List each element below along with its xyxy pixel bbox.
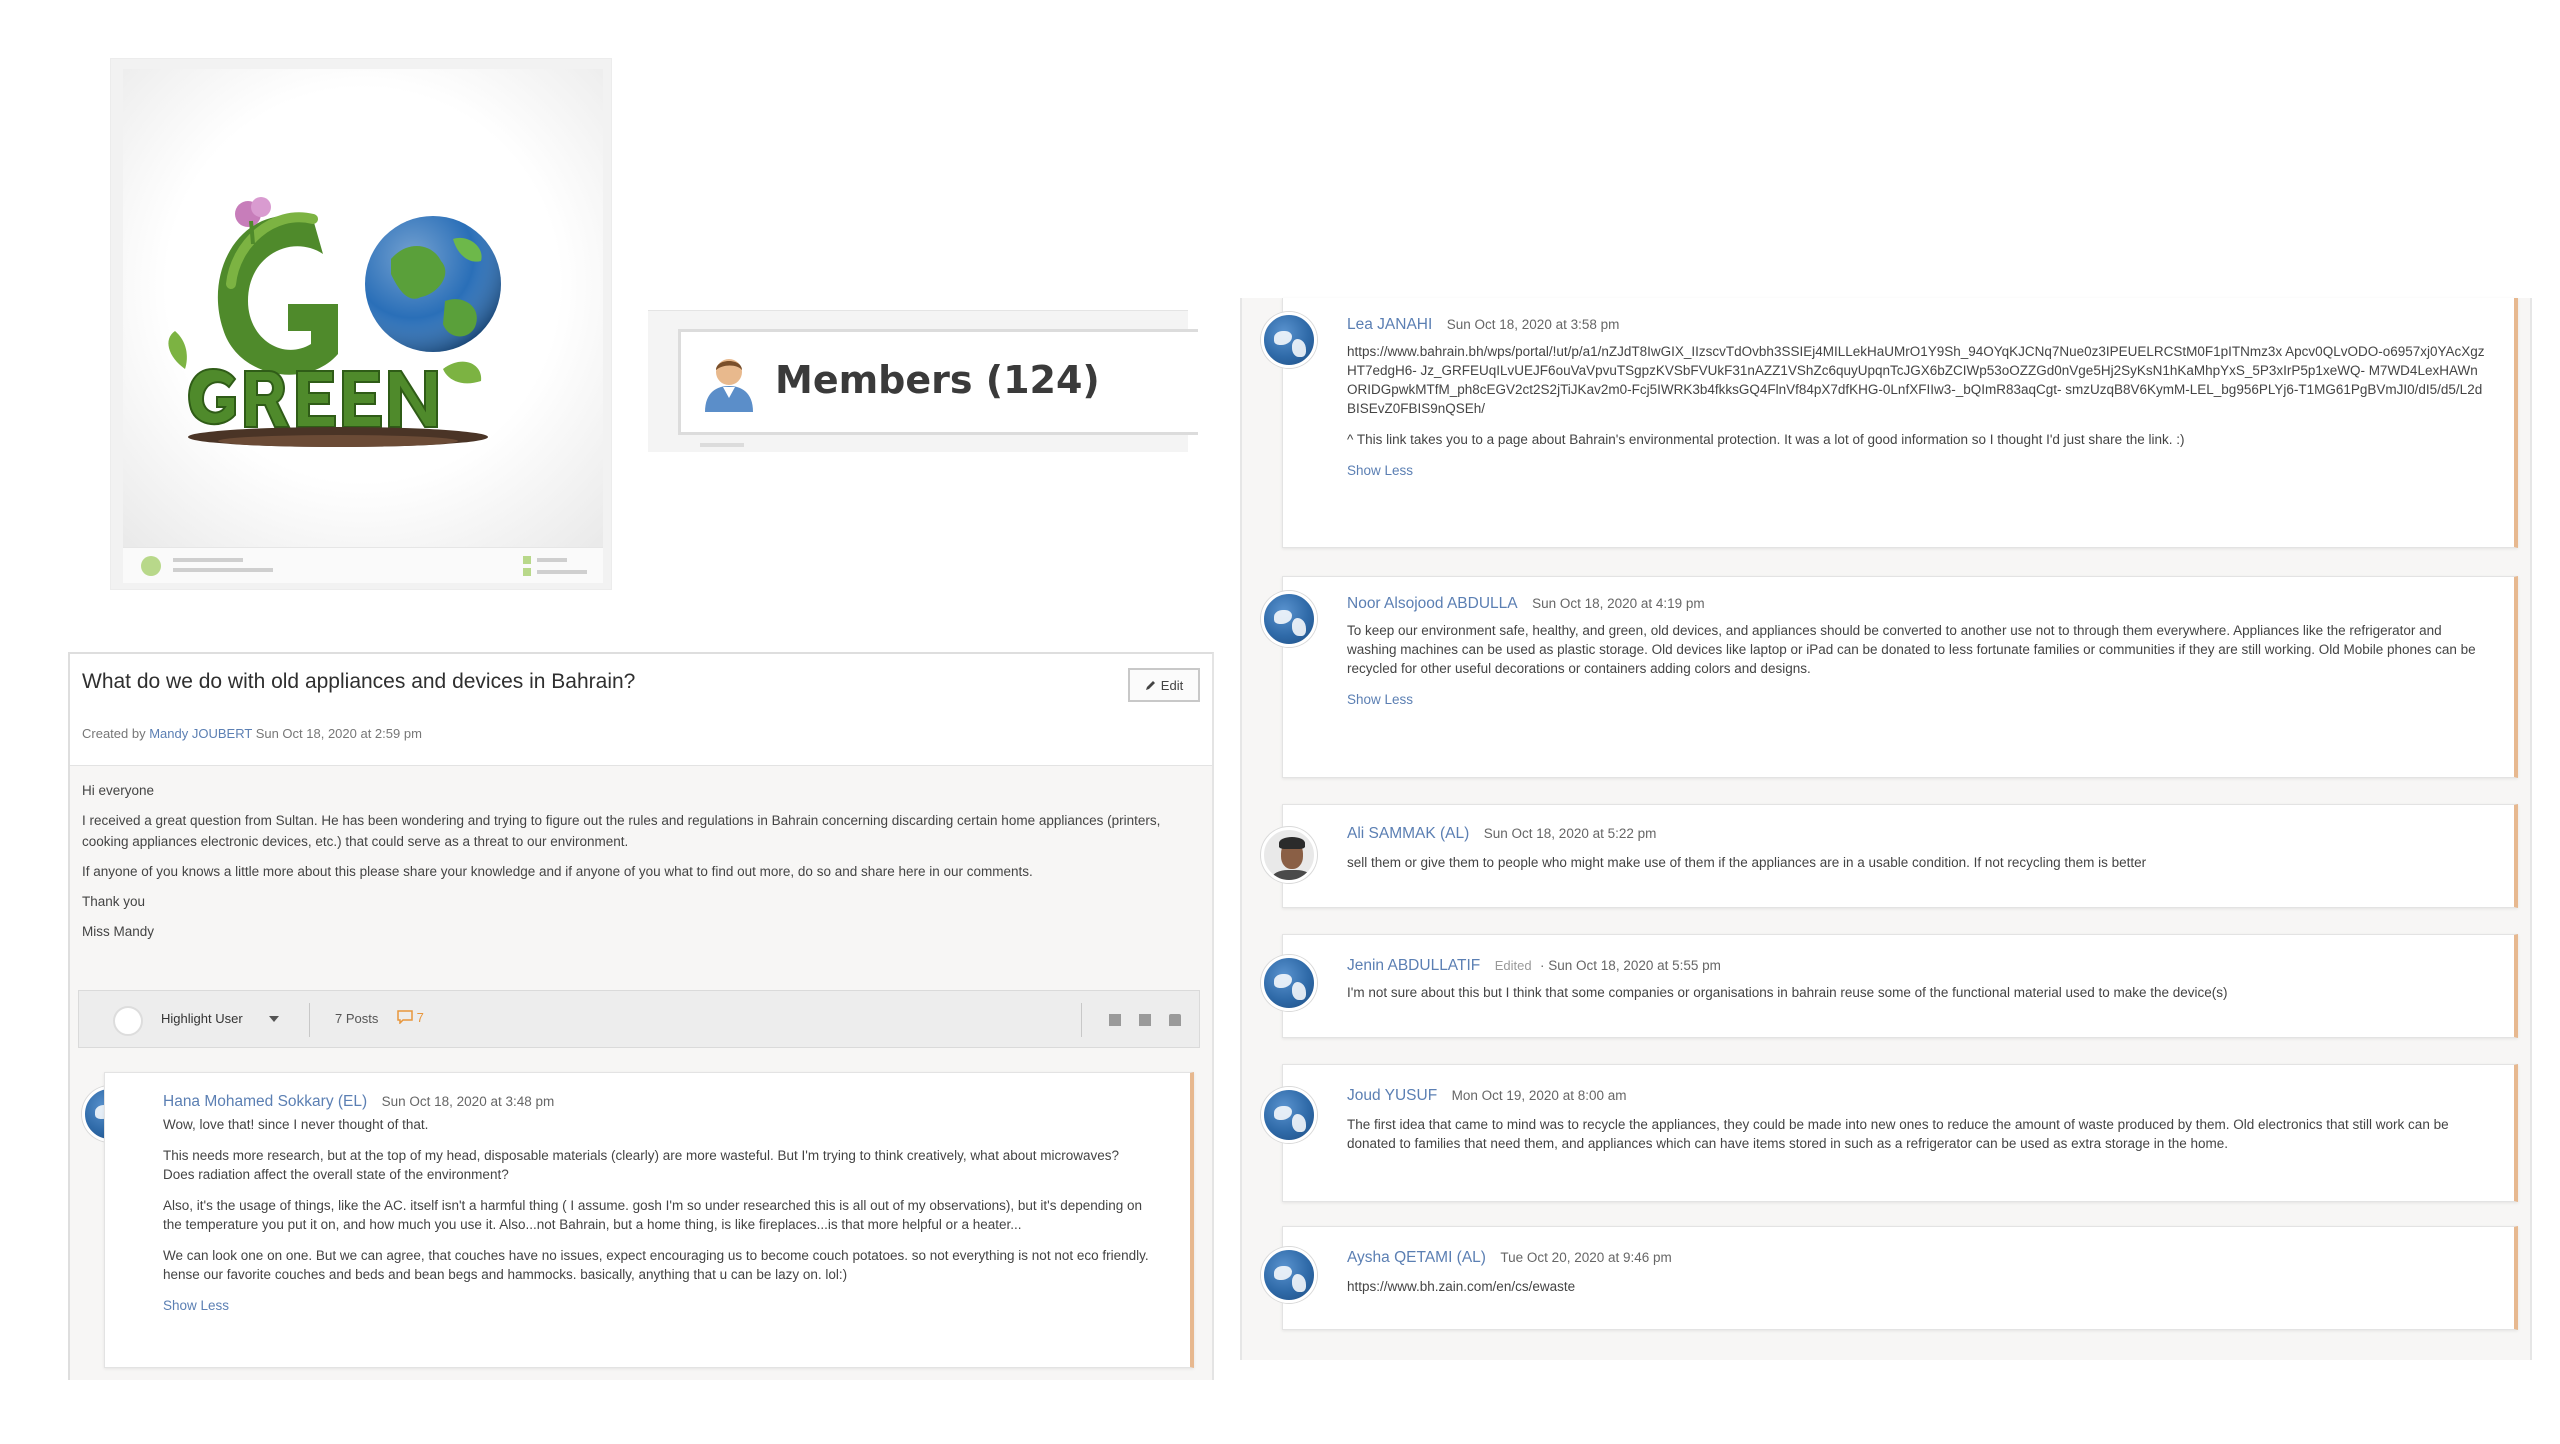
grid-view-icon[interactable] <box>1139 1014 1151 1026</box>
comment-card <box>1282 934 2518 1038</box>
discussion-toolbar <box>78 990 1200 1048</box>
pencil-icon <box>1145 679 1157 691</box>
author-link[interactable]: Mandy JOUBERT <box>149 726 253 741</box>
comments-column <box>1240 298 2532 1360</box>
comment-date: Sun Oct 18, 2020 at 3:48 pm <box>381 1094 555 1109</box>
members-tab-indicator <box>700 443 744 447</box>
edited-label: Edited <box>1494 958 1532 973</box>
comment-card <box>1282 804 2518 908</box>
comment-body <box>1347 983 2487 1002</box>
comment-body <box>1347 853 2487 872</box>
comment-link[interactable]: https://www.bh.zain.com/en/cs/ewaste <box>1347 1279 1576 1294</box>
user-avatar-placeholder <box>113 1006 143 1036</box>
show-less-link[interactable]: Show Less <box>1347 692 1414 707</box>
comment-card <box>1282 298 2518 548</box>
comment-header <box>1347 316 1619 334</box>
comment-header <box>1347 595 1705 613</box>
comment-header <box>1347 957 1721 975</box>
comment-paragraph: I'm not sure about this but I think that some companies or organisations in bahrain reuse some of the functional material used to make the device(s) <box>1347 985 2228 1000</box>
edit-button[interactable] <box>1128 668 1200 702</box>
created-by-line <box>82 726 422 741</box>
comment-date: Tue Oct 20, 2020 at 9:46 pm <box>1500 1250 1672 1265</box>
comment-count: 7 <box>416 1010 424 1025</box>
commenter-name[interactable]: Hana Mohamed Sokkary (EL) <box>163 1093 368 1110</box>
created-date: Sun Oct 18, 2020 at 2:59 pm <box>255 726 422 741</box>
comment-paragraph: Also, it's the usage of things, like the AC. itself isn't a harmful thing ( I assume. gosh I'm so under researched this is all out of my observations), but it's depending on the temperature you put it on, and how much you use it. Also...not Bahrain, but a home thing, is like fireplaces...is that more helpful or a heater... <box>163 1198 1143 1232</box>
comment-body <box>1347 342 2487 480</box>
home-icon[interactable] <box>1169 1014 1181 1026</box>
leaf-icon <box>141 556 161 576</box>
comment-paragraph: The first idea that came to mind was to recycle the appliances, they could be made into new ones to reduce the amount of waste produced by them. Old electronics that still work can be donated to families that need them, and appliances which can have items stored in such as a refrigerator can be used as extra storage in the home. <box>1347 1117 2449 1151</box>
comment-paragraph: To keep our environment safe, healthy, and green, old devices, and appliances should be converted to another use not to through them everywhere. Appliances like the refrigerator and washing machines can be used as plastic storage. Old devices like laptop or iPad can be donated to less fortunate families or communities if they are still working. Old Mobile phones can be recycled for other useful decorations or containers adding colors and designs. <box>1347 623 2476 676</box>
comment-paragraph: sell them or give them to people who might make use of them if the appliances are in a usable condition. If not recycling them is better <box>1347 855 2147 870</box>
members-panel <box>648 310 1188 452</box>
body-paragraph: Thank you <box>82 894 146 909</box>
comment-card <box>1282 1064 2518 1202</box>
commenter-avatar[interactable] <box>1261 1247 1317 1303</box>
commenter-name[interactable]: Joud YUSUF <box>1347 1087 1438 1104</box>
comment-header <box>1347 825 1656 843</box>
comment-date: Sun Oct 18, 2020 at 3:58 pm <box>1446 317 1620 332</box>
discussion-header <box>70 654 1212 766</box>
commenter-photo-avatar[interactable] <box>1261 827 1317 883</box>
user-icon <box>701 354 757 414</box>
comment-header <box>1347 1087 1626 1105</box>
comment-header <box>1347 1249 1672 1267</box>
commenter-name[interactable]: Ali SAMMAK (AL) <box>1347 825 1470 842</box>
comment-header <box>163 1093 554 1111</box>
comment-count-badge[interactable] <box>397 1010 424 1025</box>
comment-paragraph: ^ This link takes you to a page about Bahrain's environmental protection. It was a lot of good information so I thought I'd just share the link. :) <box>1347 432 2185 447</box>
comment-body <box>163 1115 1153 1315</box>
comment-date: · Sun Oct 18, 2020 at 5:55 pm <box>1540 958 1721 973</box>
list-view-icon[interactable] <box>1109 1014 1121 1026</box>
comment-body <box>1347 1277 2487 1296</box>
commenter-avatar[interactable] <box>1261 591 1317 647</box>
comment-body <box>1347 1115 2487 1153</box>
comment-body <box>1347 621 2487 709</box>
commenter-avatar[interactable] <box>1261 1087 1317 1143</box>
highlight-user-dropdown[interactable]: Highlight User <box>161 1011 243 1026</box>
comment-date: Sun Oct 18, 2020 at 5:22 pm <box>1483 826 1657 841</box>
toolbar-divider <box>309 1003 310 1037</box>
go-green-illustration <box>123 69 603 549</box>
commenter-avatar[interactable] <box>1261 312 1317 368</box>
image-watermark-footer <box>123 547 603 583</box>
comment-paragraph: We can look one on one. But we can agree, that couches have no issues, expect encouraging us to become couch potatoes. so not everything is not not eco friendly. hense our favorite couches and beds and bean begs and hammocks. basically, anything that u can be lazy on. lol:) <box>163 1248 1149 1282</box>
go-green-image <box>110 58 612 590</box>
watermark-square <box>523 556 531 564</box>
watermark-line <box>537 570 587 574</box>
commenter-name[interactable]: Jenin ABDULLATIF <box>1347 957 1481 974</box>
go-green-graphic <box>123 69 603 549</box>
body-paragraph: I received a great question from Sultan. He has been wondering and trying to figure out the rules and regulations in Bahrain concerning discarding certain home appliances (printers, cooking appliances electronic devices, etc.) that could serve as a threat to our environment. <box>82 813 1161 849</box>
watermark-square <box>523 568 531 576</box>
commenter-name[interactable]: Lea JANAHI <box>1347 316 1433 333</box>
body-paragraph: If anyone of you knows a little more about this please share your knowledge and if anyone of you what to find out more, do so and share here in our comments. <box>82 864 1033 879</box>
members-count-label: Members (124) <box>775 358 1100 402</box>
show-less-link[interactable]: Show Less <box>163 1298 230 1313</box>
commenter-name[interactable]: Aysha QETAMI (AL) <box>1347 1249 1486 1266</box>
comment-date: Sun Oct 18, 2020 at 4:19 pm <box>1532 596 1705 611</box>
body-paragraph: Hi everyone <box>82 783 155 798</box>
comment-paragraph: This needs more research, but at the top of my head, disposable materials (clearly) are more wasteful. But I'm trying to think creatively, what about microwaves? Does radiation affect the overall state of the environment? <box>163 1148 1120 1182</box>
comment-card <box>1282 576 2518 778</box>
discussion-title: What do we do with old appliances and devices in Bahrain? <box>82 670 636 693</box>
comment-date: Mon Oct 19, 2020 at 8:00 am <box>1451 1088 1627 1103</box>
comment-icon <box>397 1010 413 1024</box>
body-paragraph: Miss Mandy <box>82 924 155 939</box>
commenter-avatar[interactable] <box>1261 955 1317 1011</box>
discussion-body <box>82 780 1192 951</box>
members-header[interactable] <box>678 329 1198 435</box>
watermark-line <box>537 558 567 562</box>
comment-link[interactable]: https://www.bahrain.bh/wps/portal/!ut/p/a1/nZJdT8IwGIX_IIzscvTdOvbh3SSIEj4MILLekHaUMrO1Y9Sh_94OYqKJCNq7Nue0z3IPEUELRCStM0F1pITNmz3x Apcv0QLvODO-o6957xj0YAcXgzHT7edgH6- Jz_GRFEUqILvUEJF6ouVaVpvuTSgpzKVSbFVUkF31nAZZ1VShZc6quyUpqnTcJGX6bZCIWp53oOZZGd0nVge5Hj2SyKsN1hKaMhpYxS_5P3xIrP5p1xeWQ- M7WD4LexHAWnORIDGpwkMTfM_ph8cEGV2ct2S2jTiJKav2m0-Fcj5IWRK3b4fkksGQ4FlnVf84pX7dfKHG-0LnfXFIIw3-_bQImR83aqCgt- smzUzqB8V6KymM-LEL_bg956PLYj6-T1MG61PgBVmJI0/dI5/d5/L2dBISEvZ0FBIS9nQSEh/ <box>1347 344 2485 416</box>
watermark-line <box>173 558 243 562</box>
posts-count: 7 Posts <box>335 1011 379 1026</box>
commenter-name[interactable]: Noor Alsojood ABDULLA <box>1347 595 1518 612</box>
toolbar-divider <box>1081 1003 1082 1037</box>
created-prefix: Created by <box>82 726 146 741</box>
edit-button-label: Edit <box>1160 677 1184 693</box>
show-less-link[interactable]: Show Less <box>1347 463 1414 478</box>
comment-card <box>104 1072 1194 1368</box>
discussion-panel <box>68 652 1214 1380</box>
comment-card <box>1282 1226 2518 1330</box>
watermark-line <box>173 568 273 572</box>
chevron-down-icon[interactable] <box>269 1016 279 1022</box>
comment-paragraph: Wow, love that! since I never thought of that. <box>163 1117 429 1132</box>
